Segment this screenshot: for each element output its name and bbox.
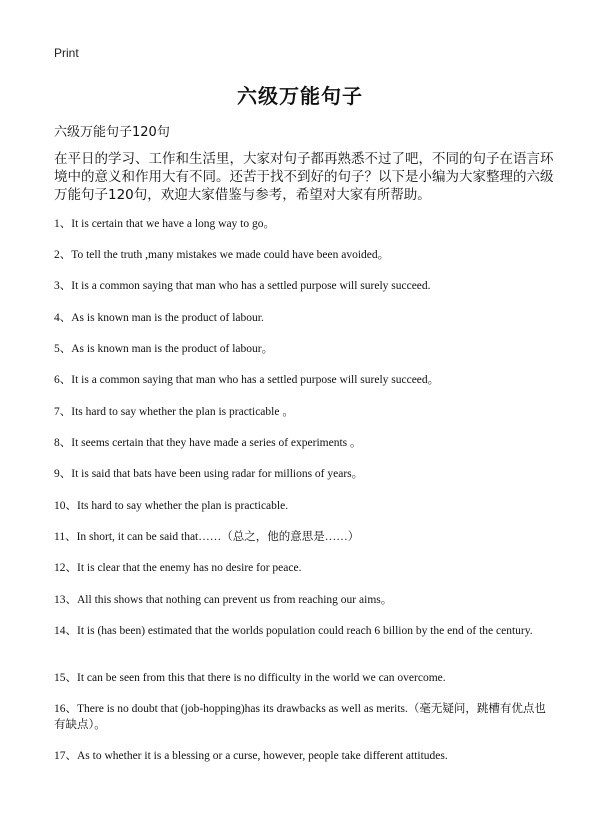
sentence-item: 16、There is no doubt that (job-hopping)has its drawbacks as well as merits.（毫无疑问，跳槽有优点也有缺点）。 [54,703,546,731]
page-title: 六级万能句子 [237,84,363,108]
sentence-item: 9、It is said that bats have been using radar for millions of years。 [54,468,364,480]
sentence-item: 14、It is (has been) estimated that the worlds population could reach 6 billion by the end of the century. [54,625,533,637]
intro-paragraph: 在平日的学习、工作和生活里，大家对句子都再熟悉不过了吧，不同的句子在语言环境中的意义和作用大有不同。还苦于找不到好的句子？以下是小编为大家整理的六级万能句子120句，欢迎大家借鉴与参考，希望对大家有所帮助。 [54,151,554,203]
sentence-item: 3、It is a common saying that man who has a settled purpose will surely succeed. [54,280,431,292]
sentence-item: 10、Its hard to say whether the plan is practicable. [54,500,289,512]
sentence-item: 15、It can be seen from this that there is no difficulty in the world we can overcome. [54,672,446,684]
sentence-item: 17、As to whether it is a blessing or a curse, however, people take different attitudes. [54,750,448,762]
sentence-item: 5、As is known man is the product of labour。 [54,343,274,355]
sentence-item: 7、Its hard to say whether the plan is practicable 。 [54,406,294,418]
sentence-item: 11、In short, it can be said that……（总之，他的意思是……） [54,531,360,543]
print-link[interactable]: Print [54,46,79,60]
sentence-item: 13、All this shows that nothing can prevent us from reaching our aims。 [54,594,393,606]
sentence-item: 1、It is certain that we have a long way to go。 [54,218,275,230]
sentence-item: 12、It is clear that the enemy has no desire for peace. [54,562,302,574]
sentence-item: 4、As is known man is the product of labour. [54,312,264,324]
sentence-item: 2、To tell the truth ,many mistakes we made could have been avoided。 [54,249,390,261]
sentence-item: 8、It seems certain that they have made a series of experiments 。 [54,437,362,449]
sentence-item: 6、It is a common saying that man who has a settled purpose will surely succeed。 [54,374,440,386]
article-subtitle: 六级万能句子120句 [54,125,170,140]
